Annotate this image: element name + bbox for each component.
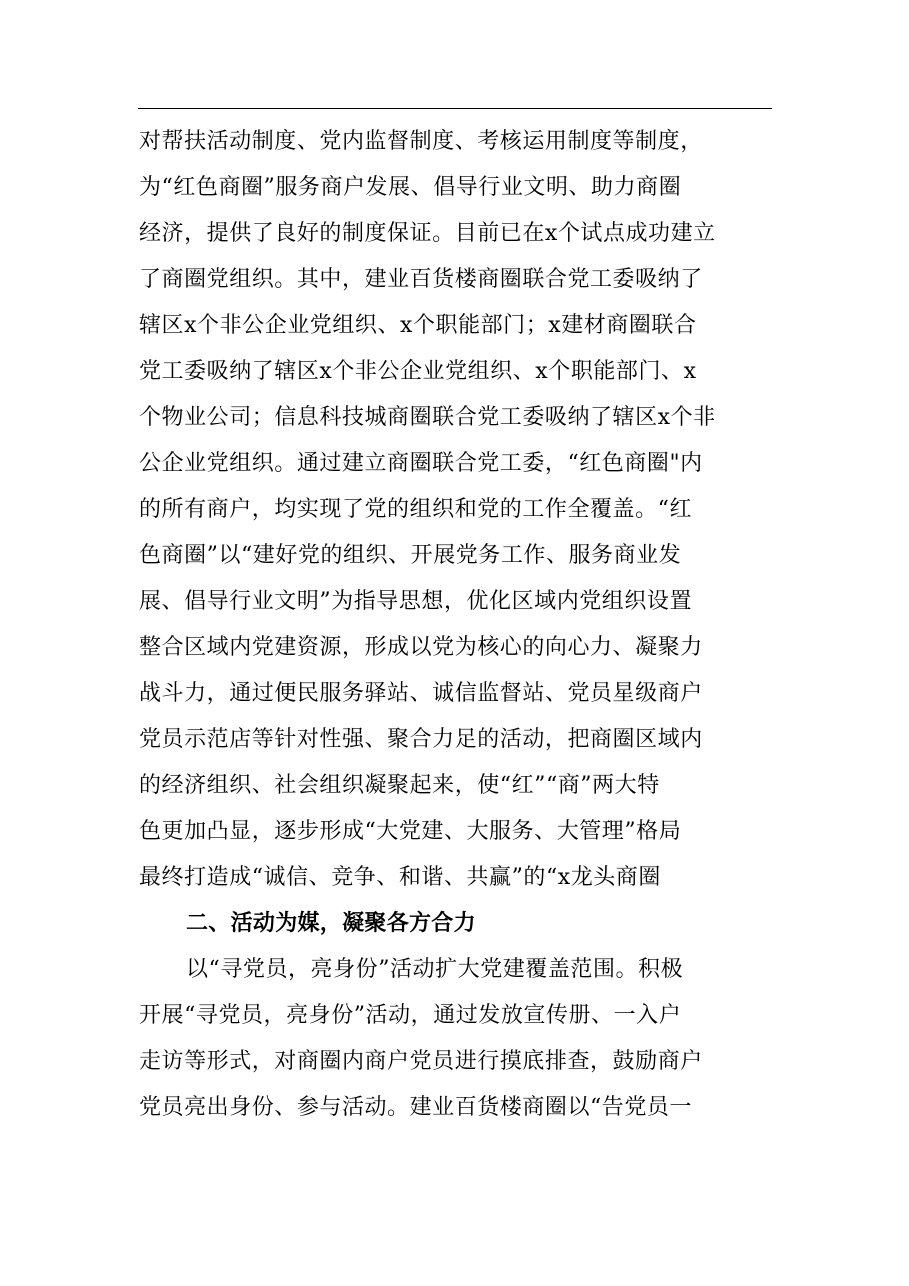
body-text-line: 整合区域内党建资源，形成以党为核心的向心力、凝聚力: [139, 635, 703, 660]
body-text-line: 公企业党组织。通过建立商圈联合党工委，“红色商圈"内: [139, 451, 703, 476]
section-heading: 二、活动为媒，凝聚各方合力: [186, 911, 476, 936]
body-text-line: 辖区x个非公企业党组织、x个职能部门；x建材商圈联合: [139, 313, 697, 338]
body-text-line: 色更加凸显，逐步形成“大党建、大服务、大管理”格局: [139, 819, 682, 844]
body-text-line: 对帮扶活动制度、党内监督制度、考核运用制度等制度，: [139, 129, 703, 154]
body-text-line: 的经济组织、社会组织凝聚起来，使“红”“商”两大特: [139, 773, 660, 798]
body-text-line: 走访等形式，对商圈内商户党员进行摸底排查，鼓励商户: [139, 1049, 703, 1074]
body-text-line: 的所有商户，均实现了党的组织和党的工作全覆盖。“红: [139, 497, 692, 522]
body-text-line: 色商圈”以“建好党的组织、开展党务工作、服务商业发: [139, 543, 682, 568]
body-text-line: 以“寻党员，亮身份”活动扩大党建覆盖范围。积极: [186, 957, 684, 982]
body-text-line: 个物业公司；信息科技城商圈联合党工委吸纳了辖区x个非: [139, 405, 716, 430]
body-text-line: 了商圈党组织。其中，建业百货楼商圈联合党工委吸纳了: [139, 267, 703, 292]
body-text-line: 党员示范店等针对性强、聚合力足的活动，把商圈区域内: [139, 727, 703, 752]
body-text-line: 为“红色商圈”服务商户发展、倡导行业文明、助力商圈: [139, 175, 682, 200]
header-rule: [138, 108, 772, 109]
body-text-line: 党工委吸纳了辖区x个非公企业党组织、x个职能部门、x: [139, 359, 697, 384]
body-text-line: 开展“寻党员，亮身份”活动，通过发放宣传册、一入户: [139, 1003, 682, 1028]
body-text-line: 党员亮出身份、参与活动。建业百货楼商圈以“告党员一: [139, 1095, 692, 1120]
body-text-line: 展、倡导行业文明”为指导思想，优化区域内党组织设置: [139, 589, 692, 614]
body-text-line: 最终打造成“诚信、竞争、和谐、共赢”的“x龙头商圈: [139, 865, 661, 890]
body-text-line: 经济，提供了良好的制度保证。目前已在x个试点成功建立: [139, 221, 716, 246]
body-text-line: 战斗力，通过便民服务驿站、诚信监督站、党员星级商户: [139, 681, 703, 706]
